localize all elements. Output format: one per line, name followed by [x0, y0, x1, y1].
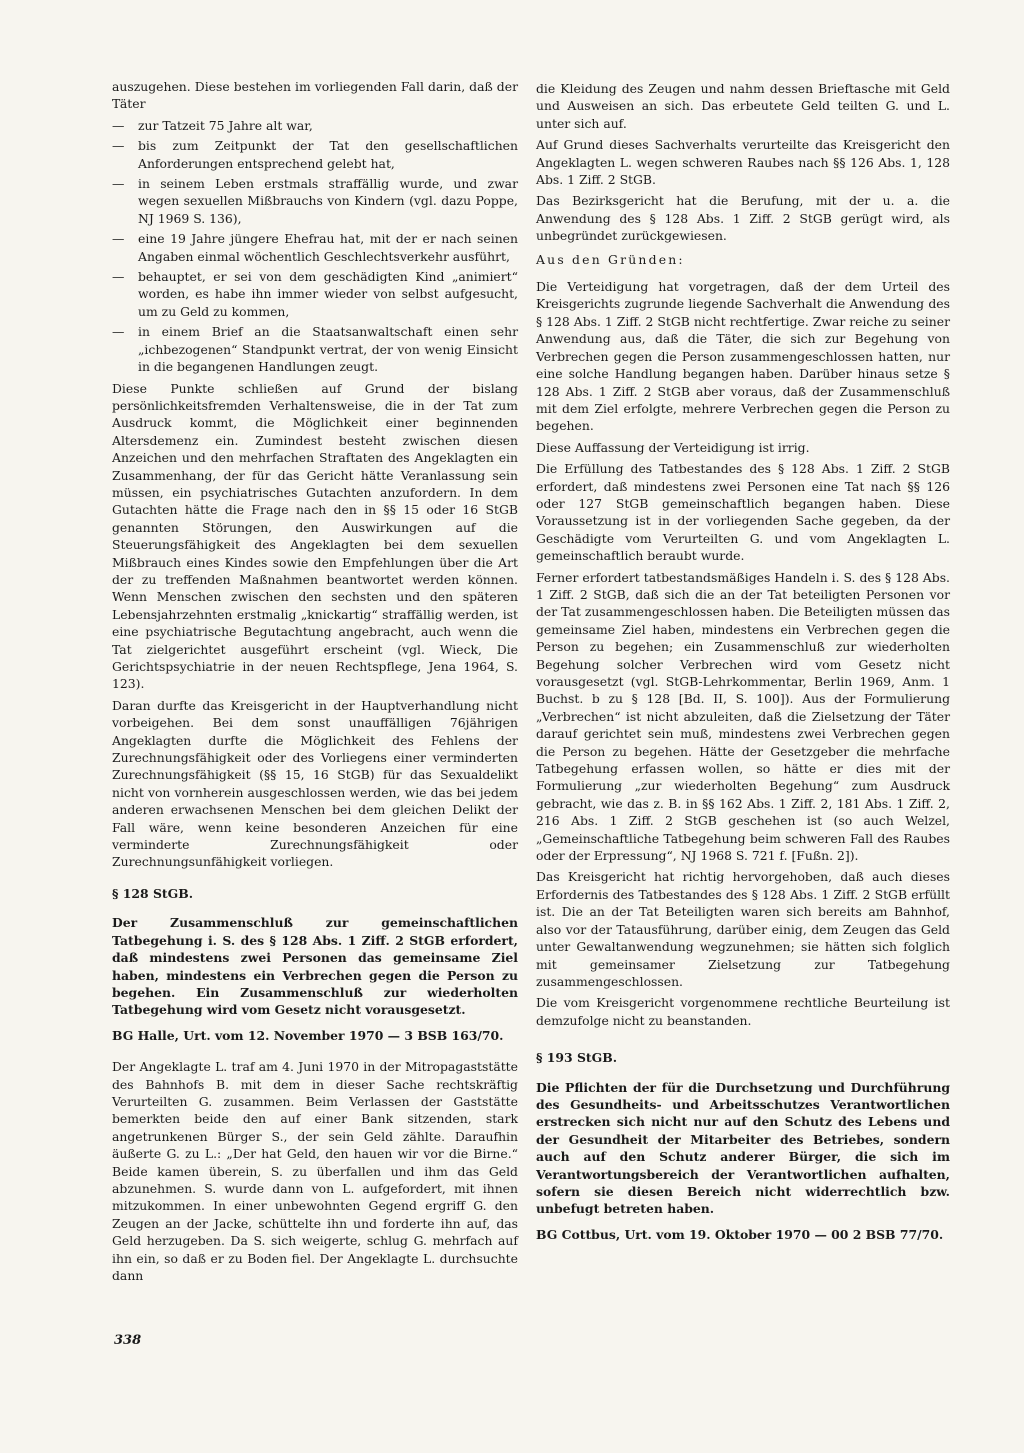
headnote: Der Zusammenschluß zur gemeinschaftlichen Tatbegehung i. S. des § 128 Abs. 1 Ziff. 2 StGB erfordert, daß mindestens zwei Personen das gemeinsame Ziel haben, mindestens ein Verbrechen gegen die Person zu begehen. Ein Zusammenschluß zur wiederholten Tatbegehung wird vom Gesetz nicht vorausgesetzt.	[112, 915, 518, 1018]
paragraph: Ferner erfordert tatbestandsmäßiges Handeln i. S. des § 128 Abs. 1 Ziff. 2 StGB, daß sich die an der Tat beteiligten Personen vor der Tat zusammengeschlossen haben. Die Beteiligten müssen das gemeinsame Ziel haben, mindestens ein Verbrechen gegen die Person zu begehen; ein Zusammenschluß zur wiederholten Begehung solcher Verbrechen wird vom Gesetz nicht vorausgesetzt (vgl. StGB-Lehrkommentar, Berlin 1969, Anm. 1 Buchst. b zu § 128 [Bd. II, S. 100]). Aus der Formulierung „Verbrechen“ ist nicht abzuleiten, daß die Zielsetzung der Täter darauf gerichtet sein muß, mindestens zwei Verbrechen gegen die Person zu begehen. Hätte der Gesetzgeber die mehrfache Tatbegehung erfassen wollen, so hätte er dies mit der Formulierung „zur wiederholten Begehung“ zum Ausdruck gebracht, wie das z. B. in §§ 162 Abs. 1 Ziff. 2, 181 Abs. 1 Ziff. 2, 216 Abs. 1 Ziff. 2 StGB geschehen ist (so auch Welzel, „Gemeinschaftliche Tatbegehung beim schweren Fall des Raubes oder der Erpressung“, NJ 1968 S. 721 f. [Fußn. 2]).	[536, 569, 950, 864]
list-item: — eine 19 Jahre jüngere Ehefrau hat, mit der er nach seinen Angaben einmal wöchentlich Geschlechtsverkehr ausführt,	[112, 230, 518, 265]
paragraph: Diese Auffassung der Verteidigung ist irrig.	[536, 439, 810, 455]
paragraph: Die Erfüllung des Tatbestandes des § 128 Abs. 1 Ziff. 2 StGB erfordert, daß mindestens zwei Personen eine Tat nach §§ 126 oder 127 StGB gemeinschaftlich begangen haben. Diese Voraussetzung ist in der vorliegenden Sache gegeben, da der Geschädigte vom Verurteilten G. und vom Angeklagten L. gemeinschaftlich beraubt wurde.	[536, 461, 950, 564]
paragraph: Das Bezirksgericht hat die Berufung, mit der u. a. die Anwendung des § 128 Abs. 1 Ziff. 2 StGB gerügt wird, als unbegründet zurückgewiesen.	[536, 193, 950, 244]
court-citation: BG Cottbus, Urt. vom 19. Oktober 1970 — 00 2 BSB 77/70.	[536, 1226, 944, 1242]
section-heading: § 193 StGB.	[536, 1050, 618, 1066]
list-item: — bis zum Zeitpunkt der Tat den gesellschaftlichen Anforderungen entsprechend gelebt hat,	[112, 137, 518, 172]
list-item: — in einem Brief an die Staatsanwaltschaft einen sehr „ichbezogenen“ Standpunkt vertrat, der von wenig Einsicht in die begangenen Handlungen zeugt.	[112, 323, 518, 375]
list-item: — zur Tatzeit 75 Jahre alt war,	[112, 117, 518, 134]
left-column	[112, 78, 518, 1288]
headnote: Die Pflichten der für die Durchsetzung und Durchführung des Gesundheits- und Arbeitsschutzes Verantwortlichen erstrecken sich nicht nur auf den Schutz des Lebens und der Gesundheit der Mitarbeiter des Betriebes, sondern auch auf den Schutz anderer Bürger, die sich im Verantwortungsbereich der Verantwortlichen aufhalten, sofern sie diesen Bereich nicht widerrechtlich bzw. unbefugt betreten haben.	[536, 1079, 950, 1217]
section-heading: § 128 StGB.	[112, 885, 194, 901]
paragraph: Daran durfte das Kreisgericht in der Hauptverhandlung nicht vorbeigehen. Bei dem sonst unauffälligen 76jährigen Angeklagten durfte die Möglichkeit des Fehlens der Zurechnungsfähigkeit oder des Vorliegens einer verminderten Zurechnungsfähigkeit (§§ 15, 16 StGB) für das Sexualdelikt nicht von vornherein ausgeschlossen werden, wie das bei jedem anderen erwachsenen Menschen bei dem gleichen Delikt der Fall wäre, wenn keine besonderen Anzeichen für eine verminderte Zurechnungsfähigkeit oder Zurechnungsunfähigkeit vorliegen.	[112, 697, 518, 870]
page-number: 338	[114, 1333, 142, 1348]
offender-characteristics-list	[112, 117, 518, 376]
list-item: — in seinem Leben erstmals straffällig wurde, und zwar wegen sexuellen Mißbrauchs von Kindern (vgl. dazu Poppe, NJ 1969 S. 136),	[112, 175, 518, 227]
court-citation: BG Halle, Urt. vom 12. November 1970 — 3 BSB 163/70.	[112, 1027, 504, 1043]
paragraph: Diese Punkte schließen auf Grund der bislang persönlichkeitsfremden Verhaltensweise, die in der Tat zum Ausdruck kommt, die Möglichkeit einer beginnenden Altersdemenz ein. Zumindest besteht zwischen diesen Anzeichen und den mehrfachen Straftaten des Angeklagten ein Zusammenhang, der für das Gericht hätte Veranlassung sein müssen, ein psychiatrisches Gutachten anzufordern. In dem Gutachten hätte die Frage nach den in §§ 15 oder 16 StGB genannten Störungen, den Auswirkungen auf die Steuerungsfähigkeit des Angeklagten bei dem sexuellen Mißbrauch eines Kindes sowie den Empfehlungen über die Art der zu treffenden Maßnahmen beantwortet werden können. Wenn Menschen zwischen den sechsten und den späteren Lebensjahrzehnten erstmalig „knickartig“ straffällig werden, ist eine psychiatrische Begutachtung angebracht, auch wenn die Tat zielgerichtet ausgeführt erscheint (vgl. Wieck, Die Gerichtspsychiatrie in der neuen Rechtspflege, Jena 1964, S. 123).	[112, 380, 518, 692]
paragraph: Die vom Kreisgericht vorgenommene rechtliche Beurteilung ist demzufolge nicht zu beanstanden.	[536, 995, 950, 1028]
paragraph: die Kleidung des Zeugen und nahm dessen Brieftasche mit Geld und Ausweisen an sich. Das erbeutete Geld teilten G. und L. unter sich auf.	[536, 81, 950, 131]
reasons-heading: Aus den Gründen:	[536, 251, 685, 267]
paragraph: Das Kreisgericht hat richtig hervorgehoben, daß auch dieses Erfordernis des Tatbestandes des § 128 Abs. 1 Ziff. 2 StGB erfüllt ist. Die an der Tat Beteiligten waren sich bereits am Bahnhof, also vor der Tatausführung, darüber einig, dem Zeugen das Geld unter Gewaltanwendung wegzunehmen; sie hätten sich folglich mit gemeinsamer Zielsetzung zur Tatbegehung zusammengeschlossen.	[536, 869, 950, 989]
paragraph: Die Verteidigung hat vorgetragen, daß der dem Urteil des Kreisgerichts zugrunde liegende Sachverhalt die Anwendung des § 128 Abs. 1 Ziff. 2 StGB nicht rechtfertige. Zwar reiche zu seiner Anwendung aus, daß die Täter, die sich zur Begehung von Verbrechen gegen die Person zusammengeschlossen hatten, nur eine solche Handlung begangen haben. Darüber hinaus setze § 128 Abs. 1 Ziff. 2 StGB aber voraus, daß der Zusammenschluß mit dem Ziel erfolgte, mehrere Verbrechen gegen die Person zu begehen.	[536, 279, 950, 434]
intro-paragraph: auszugehen. Diese bestehen im vorliegenden Fall darin, daß der Täter	[112, 79, 518, 112]
paragraph: Der Angeklagte L. traf am 4. Juni 1970 in der Mitropagaststätte des Bahnhofs B. mit dem in dieser Sache rechtskräftig Verurteilten G. zusammen. Beim Verlassen der Gaststätte bemerkten beide den auf einer Bank sitzenden, stark angetrunkenen Bürger S., der sein Geld zählte. Daraufhin äußerte G. zu L.: „Der hat Geld, den hauen wir vor die Birne.“ Beide kamen überein, S. zu überfallen und ihm das Geld abzunehmen. S. wurde dann von L. aufgefordert, mit ihnen mitzukommen. In einer unbewohnten Gegend ergriff G. den Zeugen an der Jacke, schüttelte ihn und forderte ihn auf, das Geld herzugeben. Da S. sich weigerte, schlug G. mehrfach auf ihn ein, so daß er zu Boden fiel. Der Angeklagte L. durchsuchte dann	[112, 1059, 518, 1283]
paragraph: Auf Grund dieses Sachverhalts verurteilte das Kreisgericht den Angeklagten L. wegen schweren Raubes nach §§ 126 Abs. 1, 128 Abs. 1 Ziff. 2 StGB.	[536, 137, 950, 188]
right-column	[536, 80, 950, 1257]
list-item: — behauptet, er sei von dem geschädigten Kind „animiert“ worden, es habe ihn immer wieder von selbst aufgesucht, um zu Geld zu kommen,	[112, 268, 518, 320]
